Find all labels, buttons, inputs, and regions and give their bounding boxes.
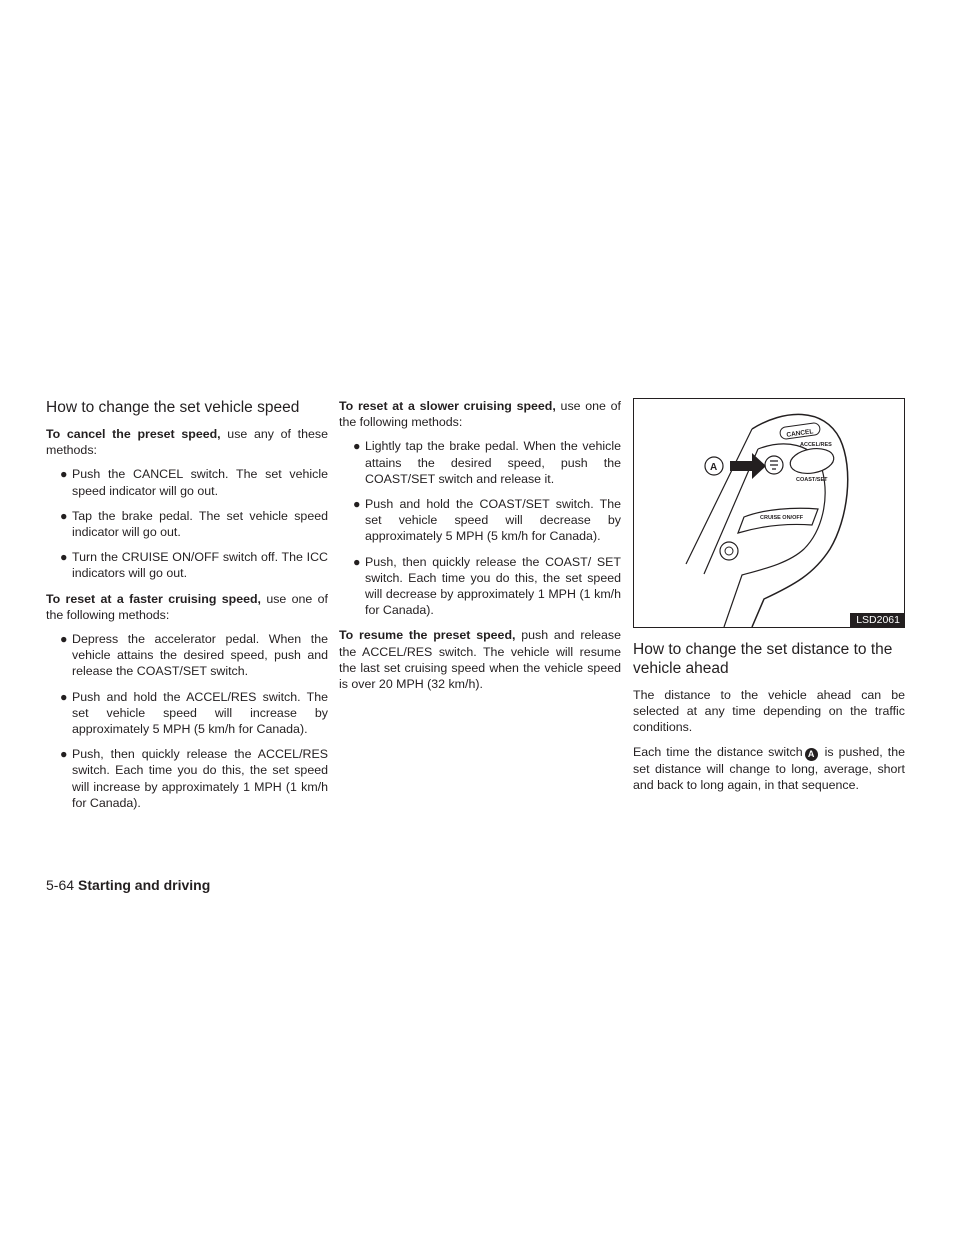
cancel-intro — [46, 426, 328, 458]
bullet-icon: ● — [353, 439, 361, 454]
steering-wheel-switch-illustration — [634, 399, 904, 627]
pointer-arrow-icon — [730, 453, 766, 479]
faster-methods-list — [46, 631, 328, 811]
list-item — [339, 554, 621, 619]
list-item-text: Turn the CRUISE ON/OFF switch off. The ICC indicators will go out. — [72, 550, 328, 581]
list-item-text: Tap the brake pedal. The set vehicle speed indicator will go out. — [72, 508, 328, 540]
list-item — [46, 549, 328, 581]
distance-paragraph-2 — [633, 744, 905, 793]
list-item — [46, 508, 328, 540]
bullet-icon: ● — [60, 689, 68, 704]
p2-before: Each time the distance switch — [633, 744, 803, 759]
label-callout-a: A — [710, 462, 718, 473]
list-item — [46, 466, 328, 498]
column-middle — [339, 398, 621, 700]
bullet-icon: ● — [353, 497, 361, 512]
steering-button-shape — [720, 542, 738, 560]
list-item-text: Push, then quickly release the COAST/ SET switch. Each time you do this, the set speed will decrease by approximately 1 MPH (1 km/h for Canada). — [365, 554, 621, 618]
list-item — [46, 631, 328, 680]
page-number: 5-64 — [46, 877, 75, 893]
callout-a-marker: A — [805, 748, 818, 761]
label-cancel: CANCEL — [785, 428, 814, 439]
bullet-icon: ● — [60, 508, 68, 523]
list-item — [339, 496, 621, 545]
page-footer — [46, 877, 210, 893]
list-item-text: Push, then quickly release the ACCEL/RES switch. Each time you do this, the set speed will increase by approximately 1 MPH (1 km/h for Canada). — [72, 747, 328, 810]
list-item-text: Depress the accelerator pedal. When the vehicle attains the desired speed, push and release the COAST/SET switch. — [72, 632, 328, 679]
distance-paragraph-1: The distance to the vehicle ahead can be selected at any time depending on the traffic conditions. — [633, 688, 905, 735]
section-heading-set-distance: How to change the set distance to the vehicle ahead — [633, 641, 893, 677]
cancel-rest: use any of these methods: — [46, 427, 328, 458]
list-item-text: Push the CANCEL switch. The set vehicle speed indicator will go out. — [72, 467, 328, 498]
footer-section-title: Starting and driving — [78, 877, 211, 893]
bullet-icon: ● — [353, 554, 361, 569]
column-left — [46, 398, 328, 820]
steering-switch-figure — [633, 398, 905, 628]
faster-rest: use one of the following methods: — [46, 591, 328, 622]
section-heading-set-speed: How to change the set vehicle speed — [46, 399, 300, 416]
label-coast: COAST/SET — [796, 477, 828, 483]
list-item-text: Lightly tap the brake pedal. When the vehicle attains the desired speed, push the COAST/SET switch and release it. — [365, 439, 621, 486]
resume-lead: To resume the preset speed, — [339, 628, 516, 643]
list-item — [339, 438, 621, 487]
figure-code: LSD2061 — [850, 613, 904, 627]
resume-paragraph — [339, 627, 621, 692]
wheel-outline-line — [686, 429, 752, 564]
faster-lead: To reset at a faster cruising speed, — [46, 591, 261, 606]
list-item — [46, 689, 328, 738]
p2-after: is pushed, the set distance will change to long, average, short and back to long again, in that sequence. — [633, 744, 905, 792]
cancel-lead: To cancel the preset speed, — [46, 427, 221, 441]
bullet-icon: ● — [60, 467, 68, 482]
list-item — [46, 746, 328, 811]
list-item-text: Push and hold the ACCEL/RES switch. The set vehicle speed will increase by approximately 5 MPH (5 km/h for Canada). — [72, 689, 328, 737]
list-item-text: Push and hold the COAST/SET switch. The set vehicle speed will decrease by approximately 5 MPH (5 km/h for Canada). — [365, 497, 621, 544]
bullet-icon: ● — [60, 747, 68, 762]
column-right — [633, 398, 905, 801]
slower-methods-list — [339, 438, 621, 618]
accel-coast-switch-shape — [788, 445, 835, 476]
resume-rest: push and release the ACCEL/RES switch. The vehicle will resume the last set cruising speed when the vehicle speed is over 20 MPH (32 km/h). — [339, 628, 621, 692]
slower-intro — [339, 398, 621, 430]
bullet-icon: ● — [60, 632, 68, 647]
slower-rest: use one of the following methods: — [339, 399, 621, 430]
label-cruise: CRUISE ON/OFF — [760, 515, 804, 521]
slower-lead: To reset at a slower cruising speed, — [339, 399, 556, 413]
bullet-icon: ● — [60, 550, 68, 565]
cancel-methods-list — [46, 466, 328, 581]
label-accel: ACCEL/RES — [800, 442, 832, 448]
faster-intro — [46, 591, 328, 623]
